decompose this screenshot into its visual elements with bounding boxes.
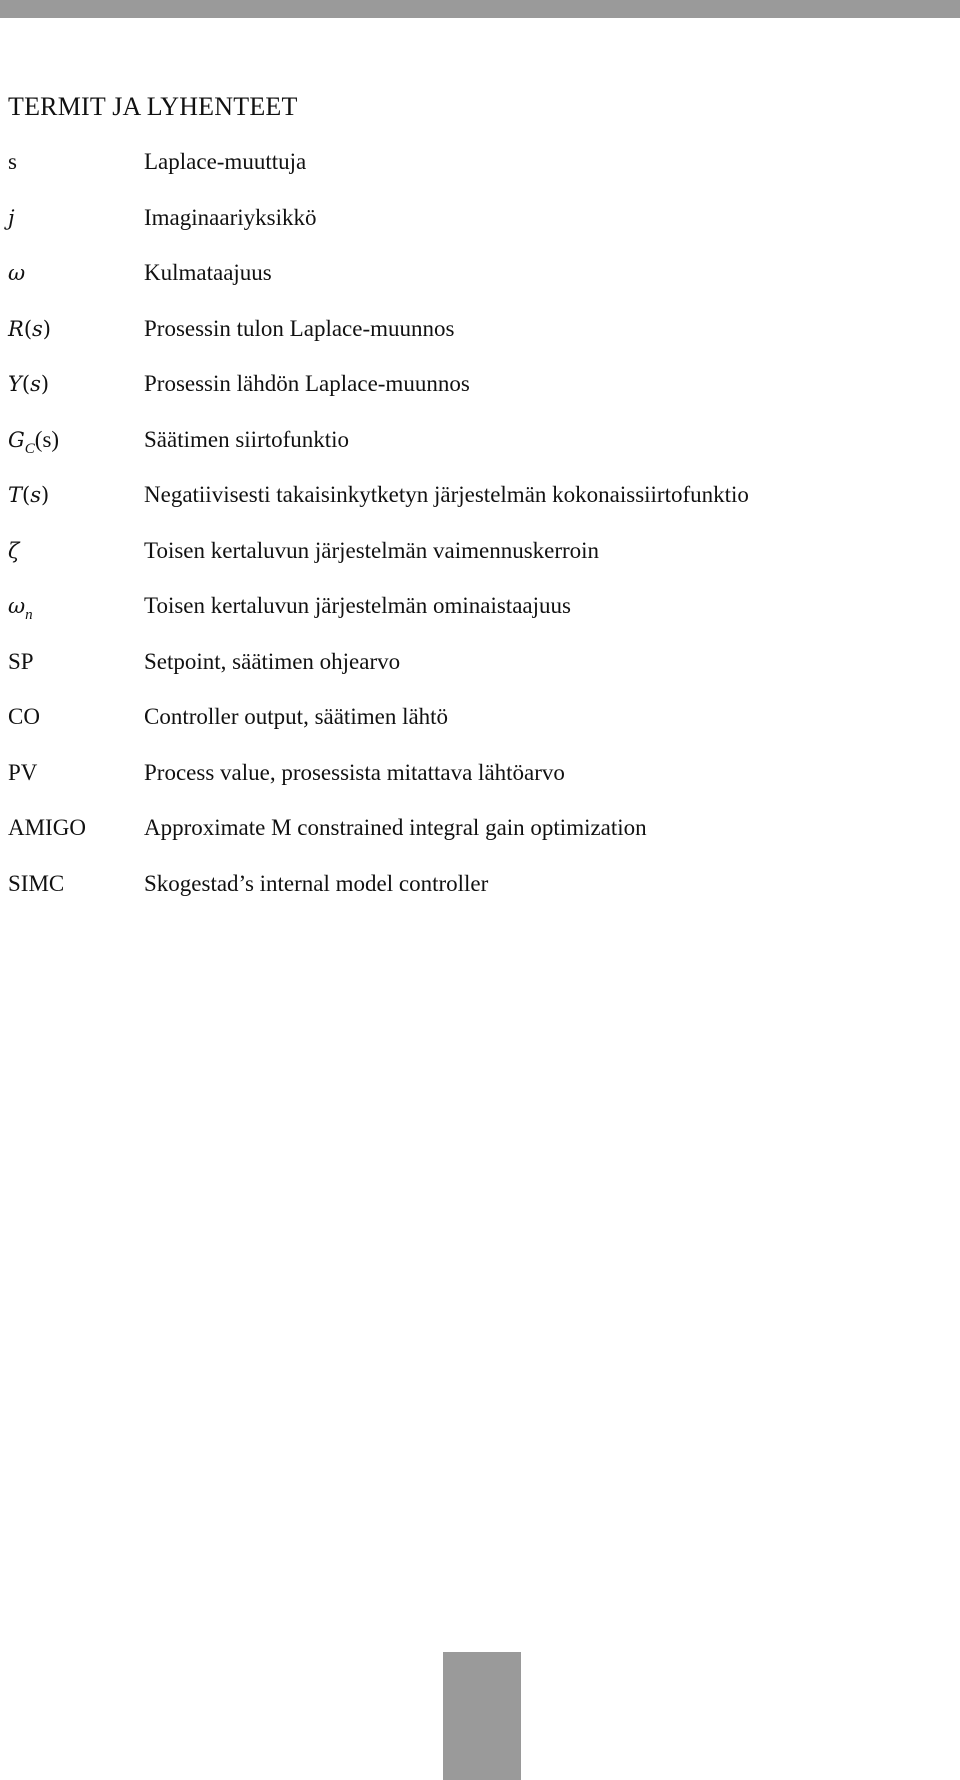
math-variable: s bbox=[32, 316, 43, 341]
term-abbreviation: AMIGO bbox=[8, 815, 86, 840]
math-subscript: n bbox=[25, 607, 33, 623]
math-symbol: j bbox=[8, 205, 15, 230]
term-row bbox=[0, 812, 960, 868]
term-definition: Toisen kertaluvun järjestelmän vaimennuskerroin bbox=[144, 537, 600, 563]
term-row bbox=[0, 424, 960, 480]
term-abbreviation: CO bbox=[8, 704, 40, 729]
term-abbreviation: s bbox=[8, 149, 17, 174]
term-symbol bbox=[8, 202, 15, 234]
term-definition: Process value, prosessista mitattava lähtöarvo bbox=[144, 759, 565, 785]
math-paren: ( bbox=[23, 316, 33, 341]
math-paren: ) bbox=[41, 483, 50, 507]
term-row bbox=[0, 590, 960, 646]
page-title: TERMIT JA LYHENTEET bbox=[8, 92, 298, 121]
term-definition: Controller output, säätimen lähtö bbox=[144, 704, 449, 729]
term-definition: Prosessin lähdön Laplace-muunnos bbox=[144, 371, 470, 396]
math-symbol: ω bbox=[8, 261, 26, 285]
math-symbol: R bbox=[8, 316, 24, 341]
math-symbol: ζ bbox=[8, 538, 20, 563]
math-variable: s bbox=[30, 483, 41, 507]
term-definition: Toisen kertaluvun järjestelmän ominaistaajuus bbox=[144, 593, 571, 618]
term-row bbox=[0, 701, 960, 757]
term-symbol bbox=[8, 424, 59, 465]
term-row bbox=[0, 535, 960, 591]
term-definition: Laplace-muuttuja bbox=[144, 149, 307, 174]
term-symbol bbox=[8, 535, 19, 567]
term-symbol bbox=[8, 368, 49, 400]
term-row bbox=[0, 257, 960, 313]
term-abbreviation: PV bbox=[8, 759, 38, 785]
math-symbol: G bbox=[8, 427, 25, 452]
term-row bbox=[0, 868, 960, 924]
term-row bbox=[0, 202, 960, 258]
term-symbol bbox=[8, 479, 49, 511]
math-paren: ( bbox=[22, 483, 31, 507]
term-definition: Negatiivisesti takaisinkytketyn järjestelmän kokonaissiirtofunktio bbox=[144, 482, 749, 507]
term-symbol bbox=[8, 313, 51, 345]
math-symbol: ω bbox=[8, 594, 26, 618]
math-paren: ) bbox=[40, 372, 50, 396]
term-abbreviation: SP bbox=[8, 648, 34, 674]
math-paren: ) bbox=[42, 316, 51, 341]
term-definition: Approximate M constrained integral gain optimization bbox=[144, 815, 647, 840]
term-abbreviation: SIMC bbox=[8, 870, 65, 896]
term-symbol bbox=[8, 590, 33, 631]
term-row bbox=[0, 479, 960, 535]
term-definition: Skogestad’s internal model controller bbox=[144, 870, 489, 896]
math-subscript: C bbox=[24, 440, 35, 457]
math-variable: s bbox=[30, 372, 41, 396]
term-row bbox=[0, 368, 960, 424]
page-number-block bbox=[443, 1652, 521, 1780]
term-row bbox=[0, 313, 960, 369]
term-symbol bbox=[8, 257, 25, 289]
term-definition: Prosessin tulon Laplace-muunnos bbox=[144, 315, 455, 341]
term-definition: Imaginaariyksikkö bbox=[144, 204, 317, 230]
term-row bbox=[0, 646, 960, 702]
math-argument: (s) bbox=[34, 426, 60, 452]
terms-list bbox=[0, 146, 960, 923]
page-header-bar bbox=[0, 0, 960, 18]
term-definition: Kulmataajuus bbox=[144, 260, 272, 285]
term-definition: Säätimen siirtofunktio bbox=[144, 426, 350, 452]
term-definition: Setpoint, säätimen ohjearvo bbox=[144, 648, 401, 674]
math-symbol: Y bbox=[8, 372, 22, 396]
math-paren: ( bbox=[21, 372, 31, 396]
term-row bbox=[0, 146, 960, 202]
term-row bbox=[0, 757, 960, 813]
math-symbol: T bbox=[8, 483, 23, 507]
